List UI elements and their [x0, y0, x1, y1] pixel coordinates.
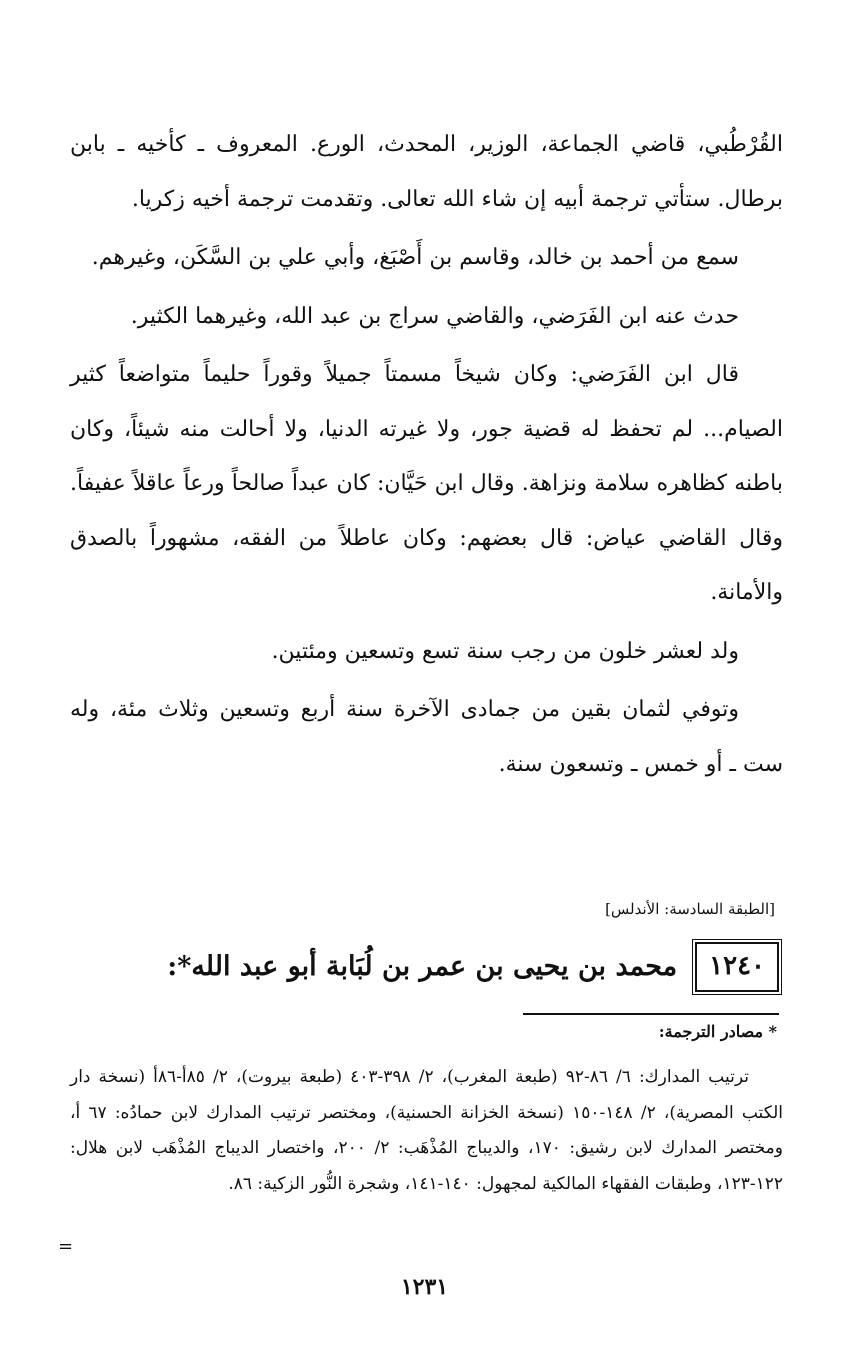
paragraph-praise: قال ابن الفَرَضي: وكان شيخاً مسمتاً جميلاً وقوراً حليماً متواضعاً كثير الصيام... لم تحفظ له قضية جور، ولا غيرته الدنيا، ولا أحالت منه شيئاً، وكان باطنه كظاهره سلامة ونزاهة. وقال ابن حَيَّان: كان عبداً صالحاً ورعاً عاقلاً عفيفاً. وقال القاضي عياض: قال بعضهم: وكان عاطلاً من الفقه، مشهوراً بالصدق والأمانة.	[70, 362, 783, 605]
section-tag: [الطبقة السادسة: الأندلس]	[605, 900, 775, 918]
sources-text: ترتيب المدارك: ٦/ ٨٦-٩٢ (طبعة المغرب)، ٢/ ٣٩٨-٤٠٣ (طبعة بيروت)، ٢/ ٨٥أ-٨٦أ (نسخة دار الكتب المصرية)، ٢/ ١٤٨-١٥٠ (نسخة الخزانة الحسنية)، ومختصر ترتيب المدارك لابن حمادُه: ٦٧ أ، ومختصر المدارك لابن رشيق: ١٧٠، والديباج المُذْهَب: ٢/ ٢٠٠، واختصار الديباج المُذْهَب لابن هلال: ١٢٢-١٢٣، وطبقات الفقهاء المالكية لمجهول: ١٤٠-١٤١، وشجرة النُّور الزكية: ٨٦.	[70, 1067, 783, 1194]
entry-title: محمد بن يحيى بن عمر بن لُبَابة أبو عبد الله*:	[167, 951, 678, 982]
paragraph-teachers: سمع من أحمد بن خالد، وقاسم بن أَصْبَغ، وأبي علي بن السَّكَن، وغيرهم.	[91, 245, 739, 270]
paragraph-death: وتوفي لثمان بقين من جمادى الآخرة سنة أربع وتسعين وثلاث مئة، وله ست ـ أو خمس ـ وتسعون سنة.	[70, 697, 783, 777]
footnote-divider	[523, 1013, 779, 1015]
entry-number: ١٢٤٠	[695, 942, 779, 992]
biography-body	[70, 118, 783, 796]
paragraph-students: حدث عنه ابن الفَرَضي، والقاضي سراج بن عبد الله، وغيرهما الكثير.	[130, 303, 739, 329]
paragraph-intro: القُرْطُبي، قاضي الجماعة، الوزير، المحدث، الورع. المعروف ـ كأخيه ـ بابن برطال. ستأتي ترجمة أبيه إن شاء الله تعالى. وتقدمت ترجمة أخيه زكريا.	[70, 132, 783, 212]
entry-heading	[167, 942, 779, 992]
paragraph-birth: ولد لعشر خلون من رجب سنة تسع وتسعين ومئتين.	[271, 638, 739, 664]
sources-heading: * مصادر الترجمة:	[658, 1022, 777, 1041]
continuation-mark: =	[58, 1236, 74, 1257]
page-number: ١٢٣١	[400, 1274, 449, 1300]
sources-footnote	[70, 1060, 783, 1202]
